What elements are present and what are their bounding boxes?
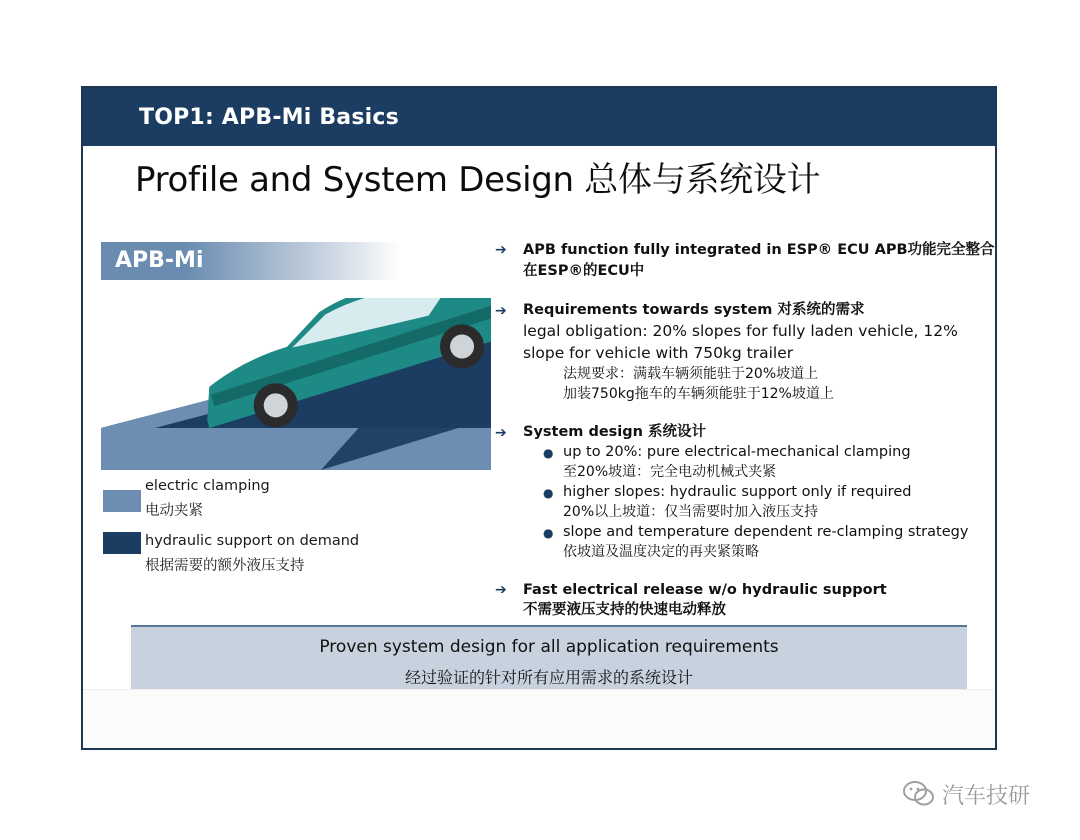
slide xyxy=(81,86,997,750)
apb-mi-header xyxy=(101,242,401,280)
legend-swatch-hydraulic xyxy=(103,532,141,554)
bullet2-head: Requirements towards system 对系统的需求 xyxy=(523,302,865,318)
sub-bullet-dot: ● xyxy=(543,486,554,500)
summary-cn: 经过验证的针对所有应用需求的系统设计 xyxy=(404,668,693,687)
sub-bullet-dot: ● xyxy=(543,526,554,540)
apb-mi-label: APB-Mi xyxy=(115,248,204,273)
bullet2-line2: legal obligation: 20% slopes for fully laden vehicle, 12% xyxy=(523,322,958,340)
sub3-en: slope and temperature dependent re-clamping strategy xyxy=(563,524,969,540)
sub1-en: up to 20%: pure electrical-mechanical clamping xyxy=(563,444,911,460)
legend-swatch-electric xyxy=(103,490,141,512)
bullet4-head: Fast electrical release w/o hydraulic support xyxy=(523,582,887,598)
top-bar-label: TOP1: APB-Mi Basics xyxy=(139,105,399,130)
summary-en: Proven system design for all application requirements xyxy=(319,637,779,657)
arrow-bullet-icon: ➔ xyxy=(495,582,507,598)
bullet3-head: System design 系统设计 xyxy=(523,424,707,440)
bottom-strip xyxy=(83,689,995,750)
sub-bullet-dot: ● xyxy=(543,446,554,460)
bullet2-cn1: 法规要求：满载车辆须能驻于20%坡道上 xyxy=(563,366,819,382)
arrow-bullet-icon: ➔ xyxy=(495,425,507,441)
car-on-slope-illustration xyxy=(101,298,491,470)
bullet2-cn2: 加装750kg拖车的车辆须能驻于12%坡道上 xyxy=(563,386,834,402)
watermark-text: 汽车技研 xyxy=(942,783,1031,809)
bullet1-head: APB function fully integrated in ESP® ECU APB功能完全整合 xyxy=(523,242,995,258)
sub2-cn: 20%以上坡道：仅当需要时加入液压支持 xyxy=(563,504,819,520)
wechat-icon xyxy=(902,780,936,808)
summary-band xyxy=(131,625,967,691)
legend-electric-cn: 电动夹紧 xyxy=(145,503,203,519)
legend-hydraulic-cn: 根据需要的额外液压支持 xyxy=(145,558,305,574)
bullet1-line2: 在ESP®的ECU中 xyxy=(523,263,645,279)
legend-electric-en: electric clamping xyxy=(145,478,270,494)
slide-title: Profile and System Design 总体与系统设计 xyxy=(135,160,821,200)
arrow-bullet-icon: ➔ xyxy=(495,242,507,258)
sub3-cn: 依坡道及温度决定的再夹紧策略 xyxy=(563,544,759,560)
bullet4-line2: 不需要液压支持的快速电动释放 xyxy=(523,602,726,618)
bullet2-line3: slope for vehicle with 750kg trailer xyxy=(523,344,794,362)
legend-hydraulic-en: hydraulic support on demand xyxy=(145,533,360,549)
sub1-cn: 至20%坡道：完全电动机械式夹紧 xyxy=(563,464,777,480)
watermark xyxy=(902,776,1030,812)
top-bar xyxy=(83,88,995,146)
arrow-bullet-icon: ➔ xyxy=(495,303,507,319)
sub2-en: higher slopes: hydraulic support only if required xyxy=(563,484,912,500)
